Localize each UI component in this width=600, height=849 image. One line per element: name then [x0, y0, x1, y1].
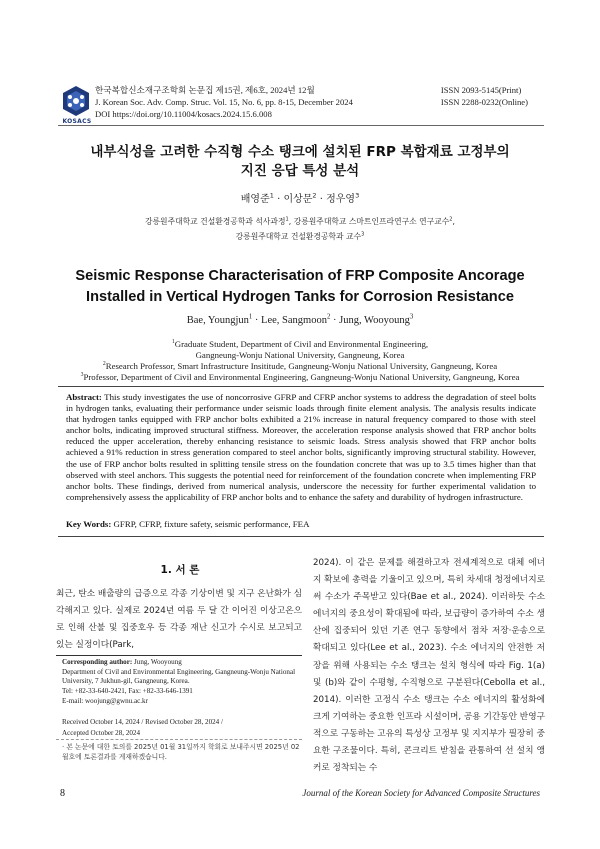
footnote-divider — [56, 655, 302, 656]
english-affiliations — [40, 339, 560, 383]
discussion-note: · 본 논문에 대한 토의를 2025년 01월 31일까지 학회로 보내주시면 2025년 02월호에 토론결과를 게재하겠습니다. — [62, 743, 300, 762]
keywords — [66, 519, 536, 529]
journal-footer: Journal of the Korean Society for Advanced Composite Structures — [302, 788, 540, 798]
affiliation-line — [40, 372, 560, 383]
author-separator: · — [252, 315, 262, 326]
corr-label: Corresponding author: — [62, 658, 133, 666]
aff-sup: 3 — [361, 231, 365, 238]
english-title — [40, 266, 560, 308]
author-3: Jung, Wooyoung — [339, 315, 410, 326]
author-2: Lee, Sangmoon — [261, 315, 327, 326]
page-number: 8 — [60, 788, 65, 799]
abstract-bottom-rule — [58, 536, 544, 537]
corr-department: Department of Civil and Environmental Engineering, Gangneung-Wonju National University, 7 Jukhun-gil, Gangneung, Korea. — [62, 667, 296, 686]
body-right-column: 2024). 이 같은 문제를 해결하고자 전세계적으로 대체 에너지 확보에 총력을 기울이고 있으며, 특히 차세대 청정에너지로써 수소가 주목받고 있다(Bae et al., 2024). 이러하듯 수소 에너지의 중요성이 확대됨에 따라, 보급량이 증가하여 수소 생산에 집중되어 있던 기존 연구 동향에서 점차 저장·운송으로 확대되고 있다(Lee et al., 2023). 수소 에너지의 안전한 저장을 위해 사용되는 수소 탱크는 설치 형식에 따라 Fig. 1(a) 및 (b)와 같이 수평형, 수직형으로 구분된다(Cebolla et al., 2014). 이러한 고정식 수소 탱크는 수소 에너지의 활성화에 크게 기여하는 중요한 인프라 시설이며, 공용 기간동안 반영구적으로 구동하는 고유의 특성상 고정부 및 지지부가 필장히 중요한 구조물이다. 특히, 콘크리트 받침을 관통하여 선 설치 앵커로 정착되는 수 — [313, 558, 545, 774]
aff-text: , — [452, 217, 456, 226]
author-3-sup: 3 — [409, 313, 414, 321]
author-separator: · — [273, 194, 284, 205]
aff-text: Gangneung-Wonju National University, Gangneung, Korea — [195, 350, 405, 360]
journal-info-korean: 한국복합신소재구조학회 논문집 제15권, 제6호, 2024년 12월 — [95, 85, 315, 95]
author-2: 이상문 — [283, 194, 313, 205]
issn-print: ISSN 2093-5145(Print) — [440, 85, 522, 95]
korean-title-line1: 내부식성을 고려한 수직형 수소 탱크에 설치된 FRP 복합재료 고정부의 — [90, 144, 510, 160]
author-2-sup: 2 — [326, 313, 331, 321]
section-heading: 1. 서 론 — [160, 564, 200, 576]
keywords-text: GFRP, CFRP, fixture safety, seismic performance, FEA — [113, 519, 310, 529]
note-divider — [56, 739, 302, 740]
corr-name: Jung, Wooyoung — [134, 658, 182, 666]
author-separator: · — [330, 315, 340, 326]
corresponding-author — [62, 658, 302, 707]
korean-affiliation-line1 — [40, 214, 560, 229]
issn-online: ISSN 2288-0232(Online) — [440, 97, 528, 108]
author-1: 배영준 — [240, 194, 270, 205]
abstract-label: Abstract: — [66, 392, 102, 402]
corr-email: E-mail: woojung@gwnu.ac.kr — [62, 696, 148, 705]
journal-info-english: J. Korean Soc. Adv. Comp. Struc. Vol. 15, No. 6, pp. 8-15, December 2024 — [95, 97, 353, 108]
author-1-sup: 1 — [269, 191, 274, 200]
abstract — [66, 392, 536, 503]
abstract-text: This study investigates the use of noncorrosive GFRP and CFRP anchor systems to address the degradation of steel bolts in hydrogen tanks, evaluating their performance under seismic loads through finite element analysis. The analysis results indicate that hydrogen tanks equipped with FRP anchor bolts exhibited a 21% increase in natural frequency compared to those with steel anchor bolts, indicating improved structural stiffness. Moreover, the acceleration response analysis showed that FRP anchor bolts reduced the upper acceleration, thereby enhancing resistance to seismic loads. Stress analysis showed that FRP anchor bolts achieved a 91% reduction in stress generation compared to steel anchor bolts, significantly improving structural stability. However, the use of FRP anchor bolts resulted in splitting tensile stress on the foundation concrete that was up to 3.5 times higher than that observed with steel anchors. This suggests the potential need for reinforcement of the foundation concrete when implementing FRP anchor bolts. These findings, derived from numerical analysis, underscore the necessity for further experimental validation to comprehensively assess the applicability of FRP anchor bolts and to enhance the safety and durability of hydrogen infrastructure. — [66, 392, 536, 502]
affiliation-line — [40, 361, 560, 372]
doi-link[interactable]: DOI https://doi.org/10.11004/kosacs.2024.15.6.008 — [95, 109, 272, 120]
aff-text: Graduate Student, Department of Civil and Environmental Engineering, — [174, 339, 429, 349]
aff-sup: 3 — [80, 372, 84, 379]
english-title-line2: Installed in Vertical Hydrogen Tanks for Corrosion Resistance — [86, 289, 514, 305]
author-1-sup: 1 — [248, 313, 253, 321]
author-1: Bae, Youngjun — [186, 315, 249, 326]
korean-title-line2: 지진 응답 특성 분석 — [240, 163, 360, 179]
english-authors — [40, 315, 560, 326]
corr-line1 — [62, 658, 302, 668]
korean-authors — [40, 190, 560, 205]
author-3: 정우영 — [326, 194, 356, 205]
english-title-line1: Seismic Response Characterisation of FRP Composite Ancorage — [75, 268, 525, 284]
aff-text: , 강릉원주대학교 스마트인프라연구소 연구교수 — [288, 217, 450, 226]
aff-sup: 1 — [171, 339, 175, 346]
aff-text: 강릉원주대학교 건설환경공학과 석사과정 — [144, 217, 286, 226]
issn-info — [441, 84, 528, 108]
aff-text: Professor, Department of Civil and Environmental Engineering, Gangneung-Wonju National University, Gangneung, Korea — [83, 372, 520, 382]
aff-sup: 2 — [449, 216, 453, 223]
aff-sup: 1 — [285, 216, 289, 223]
header-divider — [58, 125, 544, 126]
aff-text: 강릉원주대학교 건설환경공학과 교수 — [235, 232, 362, 241]
corr-phone: Tel: +82-33-640-2421, Fax: +82-33-646-1391 — [62, 687, 193, 696]
author-separator: · — [316, 194, 327, 205]
logo-text: KOSACS — [62, 118, 92, 125]
journal-info — [95, 84, 353, 121]
kosacs-logo-icon — [61, 85, 91, 119]
received-dates — [62, 717, 302, 739]
author-3-sup: 3 — [355, 191, 360, 200]
korean-affiliation-line2 — [40, 229, 560, 244]
korean-affiliations — [40, 214, 560, 244]
aff-text: Research Professor, Smart Infrastructure Insititude, Gangneung-Wonju National University, Gangneung, Korea — [105, 361, 498, 371]
korean-title — [40, 143, 560, 181]
received-line2: Accepted October 28, 2024 — [62, 729, 141, 738]
abstract-top-rule — [58, 386, 544, 387]
aff-sup: 2 — [102, 361, 106, 368]
affiliation-line — [40, 339, 560, 350]
body-left-column: 최근, 탄소 배출량의 급증으로 각종 기상이변 및 지구 온난화가 심각해지고 있다. 실제로 2024년 여름 두 달 간 이어진 이상고온으로 인해 산불 및 집중호우 등 각종 재난 신고가 수시로 보고되고 있는 실정이다(Park, — [56, 589, 302, 651]
keywords-label: Key Words: — [66, 519, 112, 529]
affiliation-line — [40, 350, 560, 361]
author-2-sup: 2 — [312, 191, 317, 200]
received-line1: Received October 14, 2024 / Revised October 28, 2024 / — [62, 718, 223, 726]
